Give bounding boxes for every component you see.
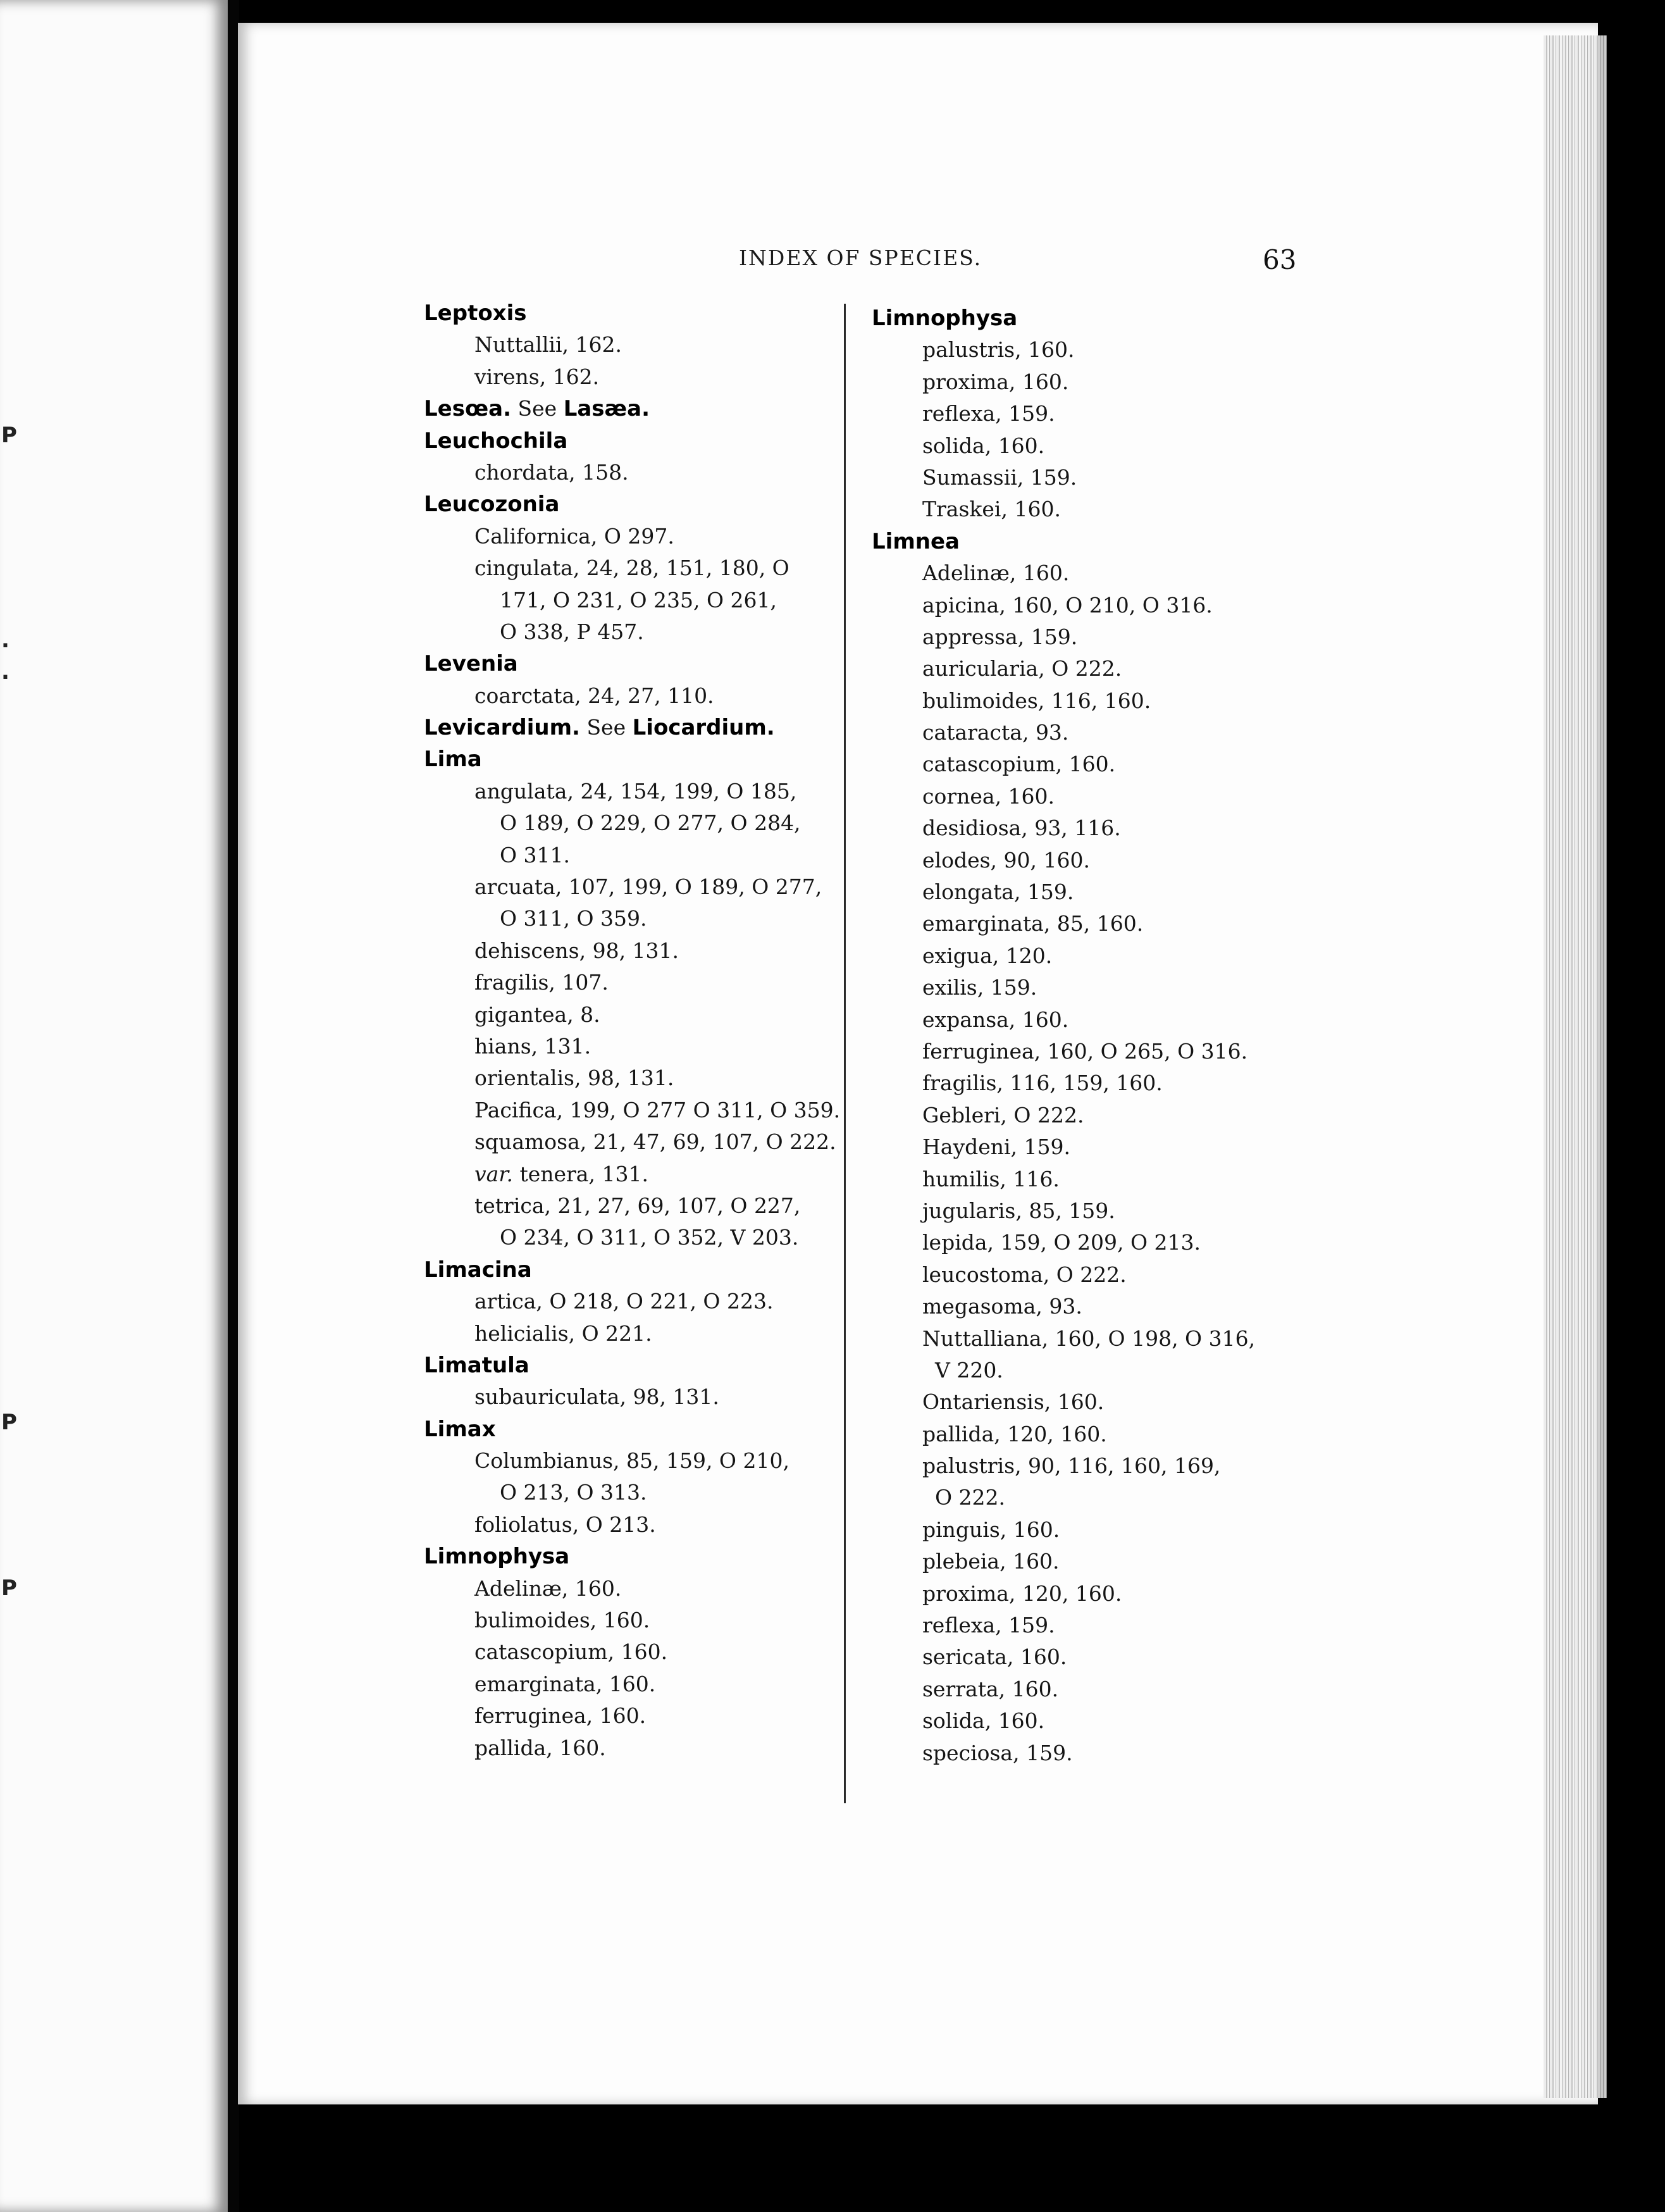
index-entry: Gebleri, O 222. bbox=[922, 1102, 1084, 1128]
margin-mark: P bbox=[1, 1410, 17, 1435]
index-entry: emarginata, 85, 160. bbox=[922, 911, 1144, 936]
index-entry: serrata, 160. bbox=[922, 1676, 1059, 1701]
index-entry: Nuttallii, 162. bbox=[474, 332, 622, 357]
index-entry: ferruginea, 160, O 265, O 316. bbox=[922, 1038, 1248, 1064]
right-index-column bbox=[872, 302, 1302, 1769]
index-entry-continuation: O 189, O 229, O 277, O 284, bbox=[500, 811, 801, 836]
index-entry: foliolatus, O 213. bbox=[474, 1512, 656, 1537]
index-entry: chordata, 158. bbox=[474, 459, 629, 485]
index-entry: Haydeni, 159. bbox=[922, 1134, 1071, 1160]
index-entry: elodes, 90, 160. bbox=[922, 847, 1090, 873]
index-entry: dehiscens, 98, 131. bbox=[474, 938, 679, 963]
genus-heading: Limacina bbox=[424, 1257, 532, 1283]
index-entry: plebeia, 160. bbox=[922, 1549, 1060, 1574]
genus-heading: Leucozonia bbox=[424, 492, 560, 518]
index-entry: exigua, 120. bbox=[922, 943, 1053, 968]
index-entry: solida, 160. bbox=[922, 433, 1045, 458]
index-entry: speciosa, 159. bbox=[922, 1740, 1073, 1765]
index-entry: bulimoides, 160. bbox=[474, 1608, 650, 1633]
index-entry: virens, 162. bbox=[474, 364, 600, 389]
genus-heading: Limnea bbox=[872, 528, 960, 554]
index-entry: cataracta, 93. bbox=[922, 720, 1069, 745]
index-entry: coarctata, 24, 27, 110. bbox=[474, 683, 714, 708]
index-entry: squamosa, 21, 47, 69, 107, O 222. bbox=[474, 1129, 836, 1155]
index-entry: palustris, 90, 116, 160, 169, bbox=[922, 1453, 1221, 1479]
index-entry: gigantea, 8. bbox=[474, 1002, 600, 1027]
index-entry: jugularis, 85, 159. bbox=[922, 1198, 1115, 1223]
genus-heading: Leuchochila bbox=[424, 428, 568, 454]
index-entry: tetrica, 21, 27, 69, 107, O 227, bbox=[474, 1193, 801, 1218]
genus-heading: Limax bbox=[424, 1416, 496, 1442]
index-entry: hians, 131. bbox=[474, 1033, 591, 1059]
index-entry: emarginata, 160. bbox=[474, 1671, 656, 1696]
margin-mark: P bbox=[1, 1575, 17, 1601]
index-entry: pallida, 120, 160. bbox=[922, 1421, 1107, 1446]
index-entry: apicina, 160, O 210, O 316. bbox=[922, 592, 1213, 618]
index-entry-continuation: V 220. bbox=[935, 1357, 1003, 1382]
cross-reference-genus: Lesœa. bbox=[424, 396, 512, 422]
index-entry: solida, 160. bbox=[922, 1708, 1045, 1734]
index-entry: arcuata, 107, 199, O 189, O 277, bbox=[474, 874, 822, 900]
index-entry-continuation: O 338, P 457. bbox=[500, 619, 644, 644]
index-entry: cingulata, 24, 28, 151, 180, O bbox=[474, 556, 789, 581]
index-entry: exilis, 159. bbox=[922, 975, 1037, 1000]
index-entry: ferruginea, 160. bbox=[474, 1703, 647, 1729]
index-entry: desidiosa, 93, 116. bbox=[922, 816, 1121, 841]
index-entry-continuation: O 222. bbox=[935, 1485, 1006, 1510]
index-entry: appressa, 159. bbox=[922, 624, 1078, 649]
index-entry: sericata, 160. bbox=[922, 1644, 1067, 1670]
index-entry: lepida, 159, O 209, O 213. bbox=[922, 1230, 1201, 1255]
facing-page-edge bbox=[0, 0, 228, 2212]
index-entry: angulata, 24, 154, 199, O 185, bbox=[474, 778, 797, 804]
index-entry: leucostoma, O 222. bbox=[922, 1262, 1127, 1287]
index-entry: proxima, 160. bbox=[922, 369, 1069, 394]
see-label: See bbox=[517, 396, 557, 421]
index-entry: Nuttalliana, 160, O 198, O 316, bbox=[922, 1326, 1256, 1351]
index-entry: cornea, 160. bbox=[922, 783, 1055, 809]
index-entry: Sumassii, 159. bbox=[922, 464, 1077, 490]
margin-mark: . bbox=[1, 628, 9, 653]
index-entry: Adelinæ, 160. bbox=[922, 561, 1070, 586]
margin-mark: . bbox=[1, 659, 9, 685]
index-entry: fragilis, 116, 159, 160. bbox=[922, 1071, 1163, 1096]
index-entry: Californica, O 297. bbox=[474, 523, 674, 549]
genus-heading: Levenia bbox=[424, 651, 518, 677]
left-index-column bbox=[424, 297, 841, 1764]
index-entry: megasoma, 93. bbox=[922, 1294, 1082, 1319]
page-number: 63 bbox=[1263, 244, 1297, 275]
cross-reference bbox=[424, 712, 835, 743]
index-entry: orientalis, 98, 131. bbox=[474, 1066, 674, 1091]
index-entry: Adelinæ, 160. bbox=[474, 1575, 622, 1601]
index-entry-continuation: O 311, O 359. bbox=[500, 906, 647, 931]
index-entry: reflexa, 159. bbox=[922, 401, 1055, 426]
index-entry: reflexa, 159. bbox=[922, 1613, 1055, 1638]
genus-heading: Limnophysa bbox=[872, 306, 1018, 331]
index-entry-continuation: O 234, O 311, O 352, V 203. bbox=[500, 1225, 799, 1250]
index-entry-continuation: O 311. bbox=[500, 842, 571, 867]
genus-heading: Leptoxis bbox=[424, 301, 527, 326]
index-entry: Pacifica, 199, O 277 O 311, O 359. bbox=[474, 1097, 841, 1122]
index-entry: subauriculata, 98, 131. bbox=[474, 1384, 719, 1410]
index-entry: catascopium, 160. bbox=[474, 1639, 668, 1665]
cross-reference-target: Lasæa. bbox=[563, 396, 650, 422]
index-entry: palustris, 160. bbox=[922, 337, 1075, 363]
index-entry: humilis, 116. bbox=[922, 1166, 1060, 1191]
cross-reference-genus: Levicardium. bbox=[424, 715, 580, 741]
index-entry: pallida, 160. bbox=[474, 1735, 606, 1760]
index-entry: var. tenera, 131. bbox=[474, 1161, 648, 1186]
index-entry-continuation: 171, O 231, O 235, O 261, bbox=[500, 587, 777, 612]
index-entry: Columbianus, 85, 159, O 210, bbox=[474, 1448, 789, 1474]
index-entry: expansa, 160. bbox=[922, 1007, 1069, 1032]
index-entry: helicialis, O 221. bbox=[474, 1320, 652, 1346]
column-divider bbox=[844, 304, 846, 1803]
index-entry: proxima, 120, 160. bbox=[922, 1581, 1122, 1606]
index-entry: Traskei, 160. bbox=[922, 497, 1061, 522]
index-entry: pinguis, 160. bbox=[922, 1517, 1060, 1542]
index-entry: auricularia, O 222. bbox=[922, 656, 1122, 681]
index-entry: catascopium, 160. bbox=[922, 752, 1116, 777]
running-header: INDEX OF SPECIES. bbox=[739, 245, 982, 270]
index-entry-continuation: O 213, O 313. bbox=[500, 1480, 647, 1505]
genus-heading: Limatula bbox=[424, 1352, 529, 1378]
index-entry: elongata, 159. bbox=[922, 879, 1074, 905]
cross-reference bbox=[424, 393, 835, 425]
margin-mark: P bbox=[1, 423, 17, 448]
genus-heading: Limnophysa bbox=[424, 1544, 570, 1570]
cross-reference-target: Liocardium. bbox=[632, 715, 775, 741]
index-entry: artica, O 218, O 221, O 223. bbox=[474, 1289, 774, 1314]
index-entry: Ontariensis, 160. bbox=[922, 1389, 1105, 1415]
index-entry: fragilis, 107. bbox=[474, 970, 609, 995]
see-label: See bbox=[586, 715, 626, 740]
page-fore-edge bbox=[1544, 35, 1607, 2098]
index-entry: bulimoides, 116, 160. bbox=[922, 688, 1151, 713]
genus-heading: Lima bbox=[424, 747, 482, 773]
